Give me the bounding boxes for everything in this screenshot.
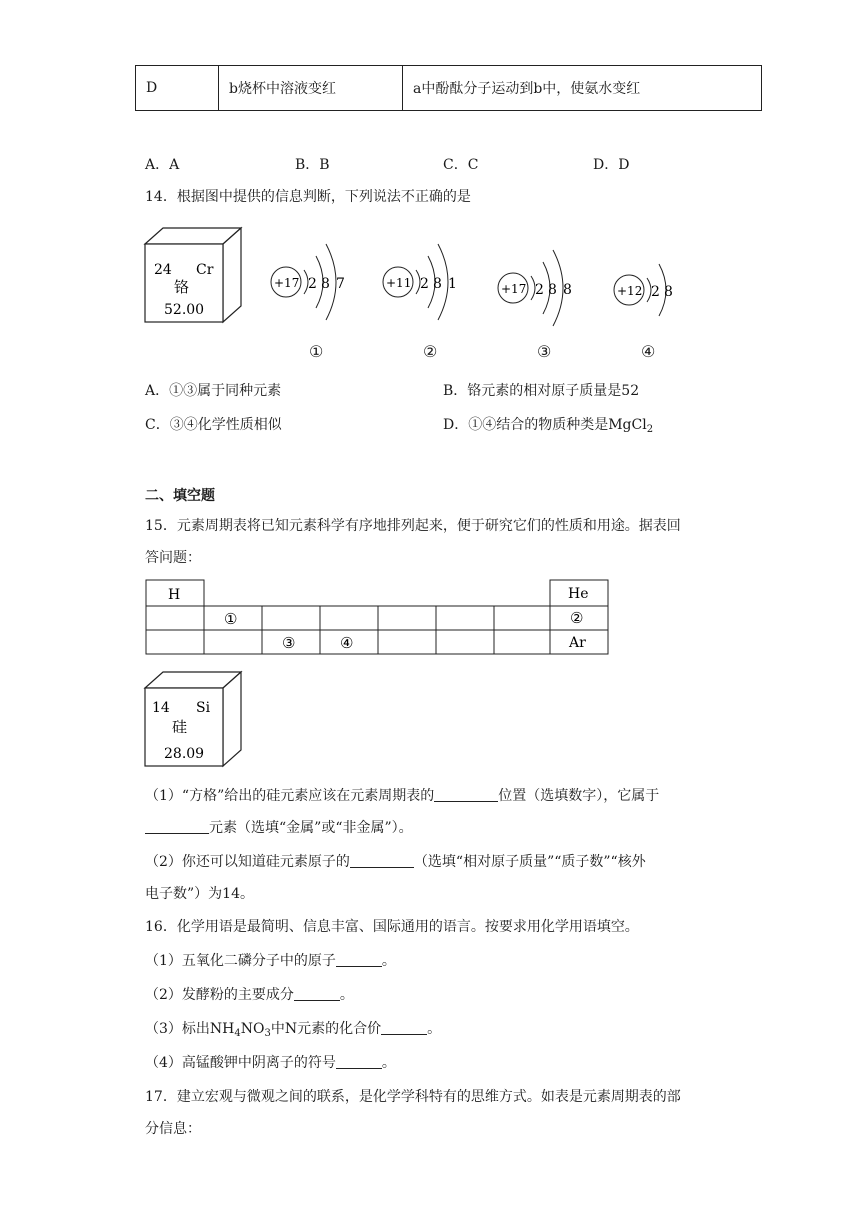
cell-mark-2: ②: [570, 609, 584, 627]
svg-text:7: 7: [336, 276, 345, 292]
q15-sub1-line1: （1）“方格”给出的硅元素应该在元素周期表的 位置（选填数字），它属于: [145, 788, 660, 804]
atom-label-1: ①: [309, 342, 324, 361]
silicon-element-cube: [140, 670, 246, 768]
svg-text:8: 8: [433, 276, 442, 292]
q14-stem: 14．根据图中提供的信息判断，下列说法不正确的是: [145, 189, 471, 205]
cell-mark-3: ③: [282, 634, 296, 652]
si-symbol: Si: [196, 700, 211, 716]
q14-option-b: B．铬元素的相对原子质量是52: [443, 383, 640, 399]
cell-h: H: [168, 587, 181, 603]
svg-text:1: 1: [448, 276, 457, 292]
si-name: 硅: [172, 718, 188, 736]
svg-text:+12: +12: [617, 284, 643, 298]
svg-text:8: 8: [321, 276, 330, 292]
atom-label-2: ②: [423, 342, 438, 361]
periodic-table-fragment: [140, 576, 616, 658]
svg-text:8: 8: [563, 282, 572, 298]
q14-option-d: D．①④结合的物质种类是MgCl$_2$: [443, 417, 654, 435]
svg-text:+11: +11: [386, 276, 412, 290]
svg-text:2: 2: [308, 276, 317, 292]
cell-ar: Ar: [569, 635, 586, 651]
atom-diagram-3: [495, 236, 585, 336]
q17-stem-line2: 分信息：: [145, 1121, 201, 1137]
atom-diagram-2: [380, 232, 470, 332]
svg-text:+17: +17: [501, 282, 527, 296]
q14-option-a: A．①③属于同种元素: [145, 383, 282, 399]
q16-sub4: （4）高锰酸钾中阴离子的符号 。: [145, 1055, 396, 1071]
si-mass: 28.09: [164, 746, 205, 762]
q16-sub2: （2）发酵粉的主要成分 。: [145, 987, 354, 1003]
q15-sub2-line1: （2）你还可以知道硅元素原子的 （选填“相对原子质量”“质子数”“核外: [145, 854, 646, 870]
atom-label-4: ④: [641, 342, 656, 361]
q13-option-c: C．C: [443, 157, 479, 173]
q16-sub3: （3）标出$NH_4NO_3$中N元素的化合价 。: [145, 1021, 442, 1039]
cell-he: He: [568, 586, 589, 602]
q16-stem: 16．化学用语是最简明、信息丰富、国际通用的语言。按要求用化学用语填空。: [145, 919, 639, 935]
cr-atomic-number: 24: [154, 262, 172, 278]
svg-text:2: 2: [535, 282, 544, 298]
svg-text:8: 8: [548, 282, 557, 298]
q15-sub1-line2: 元素（选填“金属”或“非金属”）。: [145, 818, 413, 838]
atom-diagram-1: [268, 232, 358, 332]
cr-name: 铬: [174, 278, 190, 296]
q13-option-b: B．B: [295, 157, 330, 173]
cell-mark-4: ④: [340, 634, 354, 652]
q13-option-d: D．D: [593, 157, 630, 173]
svg-text:8: 8: [664, 284, 673, 300]
q17-stem-line1: 17．建立宏观与微观之间的联系，是化学学科特有的思维方式。如表是元素周期表的部: [145, 1089, 681, 1105]
atom-label-3: ③: [537, 342, 552, 361]
q15-stem-line1: 15．元素周期表将已知元素科学有序地排列起来，便于研究它们的性质和用途。据表回: [145, 518, 681, 534]
si-atomic-number: 14: [152, 700, 170, 716]
chromium-element-cube: [140, 226, 246, 324]
cr-symbol: Cr: [196, 262, 214, 278]
table-cell-phenomenon: b烧杯中溶液变红: [219, 66, 403, 111]
q15-stem-line2: 答问题：: [145, 550, 201, 566]
section-title-fill-in: 二、填空题: [145, 488, 215, 504]
table-cell-explanation: a中酚酞分子运动到b中，使氨水变红: [403, 66, 762, 111]
table-cell-option: D: [136, 66, 219, 111]
svg-text:+17: +17: [274, 276, 300, 290]
svg-text:2: 2: [420, 276, 429, 292]
q14-option-c: C．③④化学性质相似: [145, 417, 282, 433]
answer-table-row: [135, 65, 762, 111]
q16-sub1: （1）五氧化二磷分子中的原子 。: [145, 953, 396, 969]
svg-text:2: 2: [651, 284, 660, 300]
q15-sub2-line2: 电子数”）为14。: [145, 886, 254, 902]
q13-option-a: A．A: [145, 157, 180, 173]
atom-diagram-4: [611, 244, 691, 334]
cell-mark-1: ①: [224, 610, 238, 628]
cr-mass: 52.00: [164, 302, 205, 318]
